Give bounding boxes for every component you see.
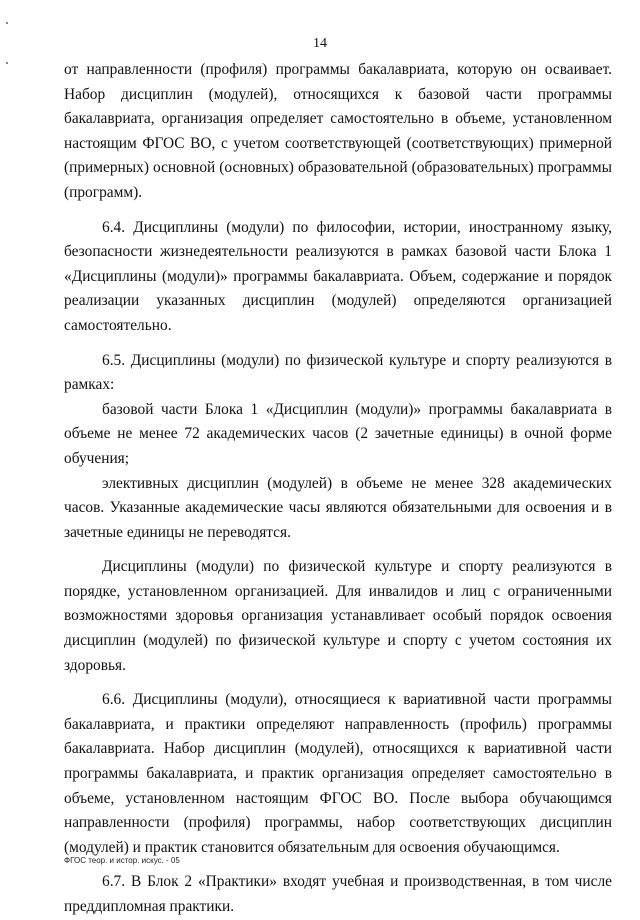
scan-mark — [6, 62, 8, 64]
paragraph-continuation: от направленности (профиля) программы бакалавриата, которую он осваивает. Набор дисциплин (модулей), относящихся к базовой части программы бакалавриата, организация определяет самостоятельно в объеме, установленном настоящим ФГОС ВО, с учетом соответствующей (соответствующих) примерной (примерных) основной (основных) образовательной (образовательных) программы (программ). — [64, 61, 612, 201]
paragraph-6-4: 6.4. Дисциплины (модули) по философии, истории, иностранному языку, безопасности жизнедеятельности реализуются в рамках базовой части Блока 1 «Дисциплины (модули)» программы бакалавриата. Объем, содержание и порядок реализации указанных дисциплин (модулей) определяются организацией самостоятельно. — [64, 218, 612, 334]
paragraph-6-6: 6.6. Дисциплины (модули), относящиеся к вариативной части программы бакалавриата, и практики определяют направленность (профиль) программы бакалавриата. Набор дисциплин (модулей), относящихся к вариативной части программы бакалавриата, и практик организация определяет самостоятельно в объеме, установленном настоящим ФГОС ВО. После выбора обучающимся направленности (профиля) программы, набор соответствующих дисциплин (модулей) и практик становится обязательным для освоения обучающимся. — [64, 691, 612, 856]
scan-mark — [6, 22, 8, 24]
paragraph-6-7: 6.7. В Блок 2 «Практики» входят учебная и производственная, в том числе преддипломная практики. — [64, 873, 612, 915]
paragraph-6-5-elective: элективных дисциплин (модулей) в объеме не менее 328 академических часов. Указанные академические часы являются обязательными для освоения и в зачетные единицы не переводятся. — [64, 474, 612, 541]
paragraph-6-5-basic-part: базовой части Блока 1 «Дисциплин (модули)» программы бакалавриата в объеме не менее 72 академических часов (2 зачетные единицы) в очной форме обучения; — [64, 400, 612, 467]
paragraph-physical-culture: Дисциплины (модули) по физической культуре и спорту реализуются в порядке, установленном организацией. Для инвалидов и лиц с ограниченными возможностями здоровья организация устанавливает особый порядок освоения дисциплин (модулей) по физической культуре и спорту с учетом состояния их здоровья. — [64, 558, 612, 674]
document-body — [64, 58, 612, 920]
page-number: 14 — [313, 36, 327, 51]
paragraph-6-5: 6.5. Дисциплины (модули) по физической культуре и спорту реализуются в рамках: — [64, 351, 612, 394]
footer-note: ФГОС теор. и истор. искус. - 05 — [64, 856, 180, 865]
